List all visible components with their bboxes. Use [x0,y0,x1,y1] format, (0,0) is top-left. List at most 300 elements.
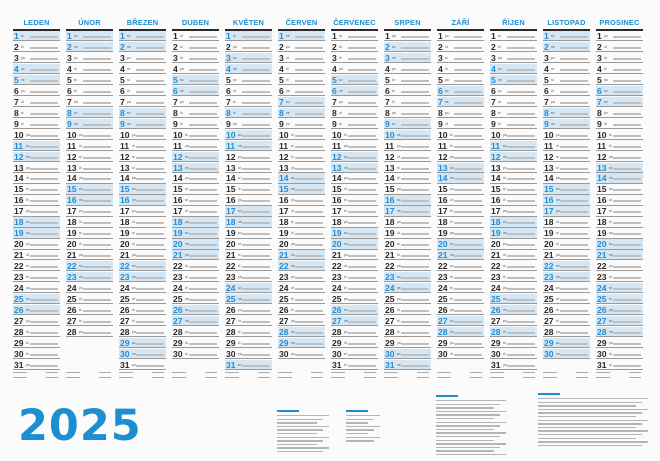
day-number: 3 [67,52,72,63]
day-cell [119,305,166,315]
day-number: 1 [14,31,19,41]
day-cell [543,152,590,162]
nameday-text [242,200,270,202]
day-cell [331,141,378,151]
nameday-text [295,189,323,191]
nameday-text [242,365,270,367]
weekday-label: so [132,340,136,345]
day-number: 3 [173,52,178,63]
month-footer [225,372,272,384]
day-number: 31 [14,359,24,370]
day-number: 14 [438,173,448,184]
day-number: 2 [438,41,443,52]
notes-line [538,420,648,421]
day-number: 18 [597,217,607,228]
day-cell [596,338,643,348]
month-column [119,31,166,371]
day-number: 20 [332,239,342,250]
nameday-text [30,332,58,334]
nameday-text [136,178,164,180]
nameday-text [189,102,217,104]
day-number: 28 [173,326,183,337]
nameday-text [507,299,535,301]
day-number: 6 [544,85,549,96]
day-cell [119,250,166,260]
day-number: 29 [120,337,130,348]
nameday-text [189,157,217,159]
day-cell [172,130,219,140]
weekday-label: st [503,187,506,192]
weekday-label: ne [185,165,189,170]
weekday-label: út [79,297,82,302]
month-header: KVĚTEN [232,18,265,27]
day-cell [225,75,272,85]
month-header: ČERVENEC [333,18,376,27]
day-cell [384,206,431,216]
day-number: 11 [226,140,236,151]
day-number: 12 [385,151,395,162]
weekday-label: pá [503,132,507,137]
weekday-label: po [392,66,396,71]
day-cell [119,119,166,129]
nameday-text [295,343,323,345]
day-cell [225,108,272,118]
weekday-label: st [233,99,236,104]
nameday-text [401,277,429,279]
nameday-text [401,157,429,159]
weekday-label: st [180,121,183,126]
weekday-label: čt [26,351,29,356]
day-cell [119,184,166,194]
notes-line [346,426,380,427]
day-cell [331,53,378,63]
nameday-text [560,69,588,71]
day-cell [13,360,60,370]
day-number: 3 [279,52,284,63]
weekday-label: so [344,231,348,236]
notes-line [346,440,374,441]
day-number: 29 [279,337,289,348]
day-number: 24 [332,283,342,294]
day-number: 8 [67,107,72,118]
nameday-text [613,80,641,82]
nameday-text [242,135,270,137]
weekday-label: so [21,66,25,71]
weekday-label: čt [238,340,241,345]
weekday-label: po [291,351,295,356]
day-cell [66,217,113,227]
weekday-label: so [238,132,242,137]
day-cell [543,108,590,118]
day-cell [119,86,166,96]
weekday-label: so [339,77,343,82]
day-cell [543,305,590,315]
day-number: 4 [332,63,337,74]
day-cell [13,97,60,107]
footer-note [596,372,610,373]
day-cell [13,31,60,41]
nameday-text [401,354,429,356]
day-number: 12 [67,151,77,162]
nameday-text [348,277,376,279]
day-cell [543,349,590,359]
day-cell [437,217,484,227]
day-cell [490,327,537,337]
day-number: 28 [67,326,77,337]
day-cell [13,316,60,326]
nameday-text [348,113,376,115]
weekday-label: čt [21,44,24,49]
footer-note [278,377,292,378]
weekday-label: st [185,275,188,280]
nameday-text [189,58,217,60]
day-number: 25 [385,294,395,305]
nameday-text [136,113,164,115]
day-number: 12 [14,151,24,162]
weekday-label: so [344,308,348,312]
weekday-label: po [551,55,555,60]
nameday-text [507,113,535,115]
weekday-label: pá [556,176,560,181]
day-number: 26 [438,305,448,315]
nameday-text [83,146,111,148]
nameday-text [242,233,270,235]
nameday-text [295,321,323,323]
nameday-text [30,124,58,126]
month-column [66,31,113,371]
weekday-label: ne [450,176,454,181]
weekday-label: út [132,143,135,148]
weekday-label: pá [450,154,454,159]
nameday-text [401,332,429,334]
notes-line [538,430,648,431]
day-number: 22 [279,261,289,272]
nameday-text [348,332,376,334]
nameday-text [507,124,535,126]
weekday-label: st [450,209,453,214]
day-number: 31 [385,359,395,370]
day-cell [225,31,272,41]
weekday-label: pá [556,253,560,258]
day-number: 10 [385,129,395,140]
weekday-label: st [132,308,135,312]
day-number: 12 [544,151,554,162]
nameday-text [83,113,111,115]
weekday-label: út [450,198,453,203]
weekday-label: st [185,351,188,356]
nameday-text [613,222,641,224]
weekday-label: ne [344,318,348,323]
weekday-label: út [503,176,506,181]
weekday-label: po [445,110,449,115]
day-cell [225,294,272,304]
day-number: 1 [438,31,443,41]
day-cell [437,130,484,140]
nameday-text [454,91,482,93]
day-cell [278,163,325,173]
weekday-label: út [445,44,448,49]
nameday-text [348,157,376,159]
day-number: 3 [14,52,19,63]
day-cell [331,173,378,183]
day-cell [119,272,166,282]
notes-line [346,422,368,423]
weekday-label: so [450,242,454,247]
weekday-label: po [609,340,613,345]
nameday-text [401,211,429,213]
day-cell [225,53,272,63]
weekday-label: po [503,165,507,170]
notes-line [346,419,374,420]
nameday-text [83,233,111,235]
day-cell [384,184,431,194]
day-cell [66,86,113,96]
nameday-text [560,321,588,323]
weekday-label: ne [291,264,295,269]
nameday-text [136,58,164,60]
day-number: 19 [332,228,342,239]
weekday-label: po [339,99,343,104]
weekday-label: so [503,297,507,302]
nameday-text [83,200,111,202]
day-number: 16 [544,195,554,206]
footer-note [66,372,80,373]
day-number: 31 [597,359,607,370]
nameday-text [507,365,535,367]
day-number: 28 [120,326,130,337]
day-cell [384,130,431,140]
day-number: 6 [597,85,602,96]
nameday-text [30,233,58,235]
day-number: 22 [491,261,501,272]
day-cell [225,338,272,348]
day-number: 27 [173,315,183,326]
day-number: 17 [597,206,607,217]
day-cell [331,31,378,41]
day-cell [490,75,537,85]
nameday-text [454,332,482,334]
notes-line [346,437,380,438]
nameday-text [295,146,323,148]
nameday-text [348,91,376,93]
day-number: 6 [385,85,390,96]
day-cell [66,283,113,293]
day-cell [490,130,537,140]
day-cell [172,64,219,74]
footer-note [311,372,323,373]
nameday-text [30,222,58,224]
nameday-text [348,343,376,345]
weekday-label: čt [291,308,294,312]
weekday-label: ne [26,231,30,236]
nameday-text [348,80,376,82]
day-cell [172,31,219,41]
weekday-label: pá [185,297,189,302]
nameday-text [348,211,376,213]
nameday-text [613,354,641,356]
day-number: 24 [14,283,24,294]
nameday-text [189,80,217,82]
nameday-text [83,80,111,82]
day-number: 22 [67,261,77,272]
weekday-label: ne [238,143,242,148]
nameday-text [30,200,58,202]
day-number: 8 [14,107,19,118]
day-cell [384,261,431,271]
weekday-label: ne [344,242,348,247]
day-number: 21 [67,250,77,261]
day-number: 12 [491,151,501,162]
day-number: 7 [226,96,231,107]
weekday-label: ne [291,187,295,192]
weekday-label: so [498,66,502,71]
day-number: 13 [438,162,448,173]
weekday-label: po [132,362,136,367]
day-number: 25 [173,294,183,305]
nameday-text [507,80,535,82]
weekday-label: ne [397,209,401,214]
weekday-label: čt [397,253,400,258]
day-number: 5 [491,74,496,85]
weekday-label: čt [556,318,559,323]
nameday-text [189,113,217,115]
weekday-label: so [556,340,560,345]
day-cell [543,239,590,249]
day-number: 12 [173,151,183,162]
day-number: 2 [491,41,496,52]
day-number: 20 [279,239,289,250]
weekday-label: čt [132,242,135,247]
day-number: 5 [597,74,602,85]
nameday-text [242,321,270,323]
weekday-label: ne [233,66,237,71]
notes-line [436,404,500,405]
day-cell [331,228,378,238]
day-number: 17 [120,206,130,217]
nameday-text [83,310,111,312]
weekday-label: ne [503,231,507,236]
nameday-text [83,102,111,104]
weekday-label: čt [503,351,506,356]
nameday-text [136,266,164,268]
nameday-text [454,200,482,202]
nameday-text [507,135,535,137]
day-cell [119,261,166,271]
nameday-text [83,178,111,180]
nameday-text [30,102,58,104]
day-number: 17 [385,206,395,217]
nameday-text [242,277,270,279]
day-cell [13,184,60,194]
footer-note [205,372,217,373]
day-number: 25 [226,294,236,305]
footer-note [46,372,58,373]
day-number: 4 [544,63,549,74]
nameday-text [295,211,323,213]
day-cell [13,195,60,205]
month-column [596,31,643,371]
weekday-label: čt [503,198,506,203]
nameday-text [348,178,376,180]
nameday-text [454,178,482,180]
nameday-text [454,146,482,148]
day-number: 13 [491,162,501,173]
month-column [384,31,431,371]
day-cell [225,360,272,370]
weekday-label: út [26,253,29,258]
day-cell [437,338,484,348]
nameday-text [613,299,641,301]
nameday-text [348,189,376,191]
weekday-label: čt [556,165,559,170]
day-number: 16 [491,195,501,206]
day-number: 22 [120,261,130,272]
day-cell [490,184,537,194]
day-cell [437,64,484,74]
day-cell [490,64,537,74]
day-cell [66,152,113,162]
weekday-label: so [127,110,131,115]
weekday-label: út [291,132,294,137]
weekday-label: čt [238,187,241,192]
notes-heading [538,393,560,395]
day-cell [119,206,166,216]
weekday-label: st [609,362,612,367]
nameday-text [613,69,641,71]
day-cell [225,250,272,260]
notes-line [277,444,317,445]
weekday-label: pá [238,275,242,280]
weekday-label: po [609,187,613,192]
nameday-text [613,135,641,137]
day-number: 11 [67,140,77,151]
day-cell [225,316,272,326]
day-cell [278,86,325,96]
notes-line [277,415,329,416]
weekday-label: st [498,110,501,115]
day-number: 11 [385,140,395,151]
weekday-label: st [132,154,135,159]
day-number: 8 [491,107,496,118]
notes-line [538,402,642,403]
day-number: 23 [226,272,236,283]
weekday-label: út [291,209,294,214]
weekday-label: ne [132,351,136,356]
weekday-label: ne [450,253,454,258]
weekday-label: so [26,143,30,148]
weekday-label: út [397,231,400,236]
weekday-label: po [344,176,348,181]
day-cell [172,152,219,162]
nameday-text [189,146,217,148]
weekday-label: st [238,253,241,258]
day-cell [66,53,113,63]
weekday-label: po [79,132,83,137]
day-number: 16 [226,195,236,206]
nameday-text [454,58,482,60]
weekday-label: st [291,297,294,302]
nameday-text [507,91,535,93]
day-cell [543,327,590,337]
day-number: 27 [544,315,554,326]
day-number: 2 [279,41,284,52]
day-cell [66,42,113,52]
day-cell [543,316,590,326]
day-cell [331,130,378,140]
nameday-text [613,310,641,312]
weekday-label: pá [180,66,184,71]
nameday-text [189,135,217,137]
